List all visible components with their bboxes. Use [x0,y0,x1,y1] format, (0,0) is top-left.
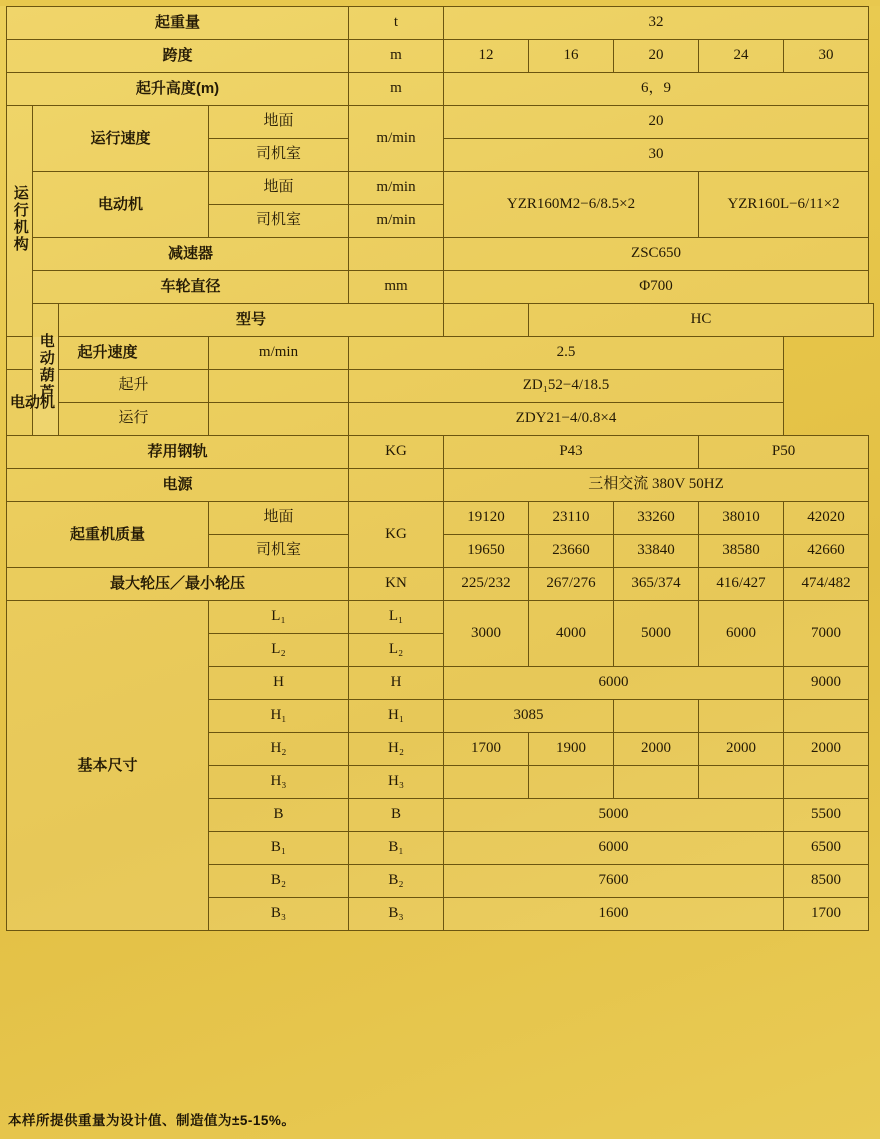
unit-h1: H₁ [349,700,444,733]
table-row [7,7,874,40]
value-wheel-pressure-5: 474/482 [784,568,869,601]
unit-rail: KG [349,436,444,469]
value-lifting-capacity: 32 [444,7,869,40]
value-crane-mass-cab-5: 42660 [784,535,869,568]
value-h2-1: 1700 [444,733,529,766]
unit-travel-speed: m/min [349,106,444,172]
table-row [7,304,874,337]
row-label-hoist-speed: 起升速度 [7,337,209,370]
unit-b3: B₃ [349,898,444,931]
sublabel-crane-mass-cab: 司机室 [209,535,349,568]
value-rail-left: P43 [444,436,699,469]
value-b-right: 5500 [784,799,869,832]
unit-crane-mass: KG [349,502,444,568]
value-span-1: 12 [444,40,529,73]
value-crane-mass-ground-4: 38010 [699,502,784,535]
table-row [7,436,874,469]
row-label-span: 跨度 [7,40,349,73]
sublabel-motor-cab: 司机室 [209,205,349,238]
value-travel-speed-cab: 30 [444,139,869,172]
unit-wheel-diameter: mm [349,271,444,304]
value-h2-2: 1900 [529,733,614,766]
unit-b: B [349,799,444,832]
value-crane-mass-cab-4: 38580 [699,535,784,568]
unit-motor-cab: m/min [349,205,444,238]
unit-hoist-model-empty [444,304,529,337]
value-crane-mass-cab-1: 19650 [444,535,529,568]
unit-hoist-speed: m/min [209,337,349,370]
row-label-hoist-model: 型号 [59,304,444,337]
group-label-electric-hoist: 电动葫芦 [33,304,59,436]
table-row [7,469,874,502]
symbol-b: B [209,799,349,832]
row-label-wheel-diameter: 车轮直径 [33,271,349,304]
value-wheel-pressure-3: 365/374 [614,568,699,601]
value-h1: 3085 [444,700,614,733]
unit-motor-ground: m/min [349,172,444,205]
unit-lifting-capacity: t [349,7,444,40]
unit-l2: L₂ [349,634,444,667]
table-row [7,403,874,436]
row-label-lifting-capacity: 起重量 [7,7,349,40]
row-label-wheel-pressure: 最大轮压／最小轮压 [7,568,349,601]
symbol-b1: B₁ [209,832,349,865]
table-row [7,337,874,370]
unit-hoist-motor-travel-empty [209,403,349,436]
row-label-crane-mass: 起重机质量 [7,502,209,568]
value-h-left: 6000 [444,667,784,700]
value-h2-4: 2000 [699,733,784,766]
value-crane-mass-ground-1: 19120 [444,502,529,535]
value-h1-empty-1 [614,700,699,733]
value-b2-left: 7600 [444,865,784,898]
value-span-2: 16 [529,40,614,73]
value-h3-4 [699,766,784,799]
value-travel-speed-ground: 20 [444,106,869,139]
value-l1-4: 6000 [699,601,784,667]
value-rail-right: P50 [699,436,869,469]
symbol-h1: H₁ [209,700,349,733]
specification-table [6,6,874,931]
sublabel-motor-ground: 地面 [209,172,349,205]
symbol-h: H [209,667,349,700]
row-label-hoist-motor: 电动机 [7,370,59,436]
value-crane-mass-ground-3: 33260 [614,502,699,535]
value-hoist-motor-lift: ZD₁52−4/18.5 [349,370,784,403]
value-l1-1: 3000 [444,601,529,667]
value-hoist-motor-travel: ZDY21−4/0.8×4 [349,403,784,436]
footnote: 本样所提供重量为设计值、制造值为±5-15%。 [8,1113,296,1128]
symbol-h2: H₂ [209,733,349,766]
unit-power-empty [349,469,444,502]
unit-h2: H₂ [349,733,444,766]
row-label-lifting-height: 起升高度(m) [7,73,349,106]
sublabel-hoist-motor-lift: 起升 [59,370,209,403]
value-crane-mass-ground-5: 42020 [784,502,869,535]
value-motor-left: YZR160M2−6/8.5×2 [444,172,699,238]
spec-sheet [0,6,880,1139]
value-h3-1 [444,766,529,799]
value-b2-right: 8500 [784,865,869,898]
value-lifting-height: 6，9 [444,73,869,106]
unit-wheel-pressure: KN [349,568,444,601]
value-span-3: 20 [614,40,699,73]
row-label-rail: 荐用钢轨 [7,436,349,469]
value-wheel-pressure-1: 225/232 [444,568,529,601]
value-hoist-model: HC [529,304,874,337]
table-row [7,601,874,634]
table-row [7,502,874,535]
value-h3-2 [529,766,614,799]
symbol-b2: B₂ [209,865,349,898]
value-hoist-speed: 2.5 [349,337,784,370]
value-h-right: 9000 [784,667,869,700]
table-row [7,271,874,304]
table-row [7,40,874,73]
value-crane-mass-ground-2: 23110 [529,502,614,535]
table-row [7,568,874,601]
symbol-l2: L₂ [209,634,349,667]
value-b3-left: 1600 [444,898,784,931]
table-row [7,106,874,139]
value-h3-3 [614,766,699,799]
value-h1-empty-3 [784,700,869,733]
value-l1-5: 7000 [784,601,869,667]
table-row [7,370,874,403]
value-reducer: ZSC650 [444,238,869,271]
unit-l1: L₁ [349,601,444,634]
value-span-5: 30 [784,40,869,73]
row-label-travel-speed: 运行速度 [33,106,209,172]
value-crane-mass-cab-2: 23660 [529,535,614,568]
value-b1-right: 6500 [784,832,869,865]
value-span-4: 24 [699,40,784,73]
value-b1-left: 6000 [444,832,784,865]
value-h1-empty-2 [699,700,784,733]
value-wheel-pressure-4: 416/427 [699,568,784,601]
value-b-left: 5000 [444,799,784,832]
value-crane-mass-cab-3: 33840 [614,535,699,568]
sublabel-travel-speed-ground: 地面 [209,106,349,139]
value-wheel-diameter: Φ700 [444,271,869,304]
unit-reducer-empty [349,238,444,271]
row-label-basic-dimensions: 基本尺寸 [7,601,209,931]
unit-span: m [349,40,444,73]
sublabel-hoist-motor-travel: 运行 [59,403,209,436]
row-label-reducer: 减速器 [33,238,349,271]
value-motor-right: YZR160L−6/11×2 [699,172,869,238]
row-label-motor: 电动机 [33,172,209,238]
table-row [7,172,874,205]
row-label-power: 电源 [7,469,349,502]
unit-lifting-height: m [349,73,444,106]
group-label-running-mechanism: 运行机构 [7,106,33,337]
value-l1-2: 4000 [529,601,614,667]
sublabel-crane-mass-ground: 地面 [209,502,349,535]
table-row [7,238,874,271]
unit-b1: B₁ [349,832,444,865]
value-b3-right: 1700 [784,898,869,931]
unit-h: H [349,667,444,700]
value-wheel-pressure-2: 267/276 [529,568,614,601]
value-h3-5 [784,766,869,799]
value-power: 三相交流 380V 50HZ [444,469,869,502]
sublabel-travel-speed-cab: 司机室 [209,139,349,172]
value-h2-5: 2000 [784,733,869,766]
symbol-h3: H₃ [209,766,349,799]
unit-b2: B₂ [349,865,444,898]
value-l1-3: 5000 [614,601,699,667]
unit-hoist-motor-lift-empty [209,370,349,403]
symbol-b3: B₃ [209,898,349,931]
table-row [7,73,874,106]
value-h2-3: 2000 [614,733,699,766]
unit-h3: H₃ [349,766,444,799]
symbol-l1: L₁ [209,601,349,634]
